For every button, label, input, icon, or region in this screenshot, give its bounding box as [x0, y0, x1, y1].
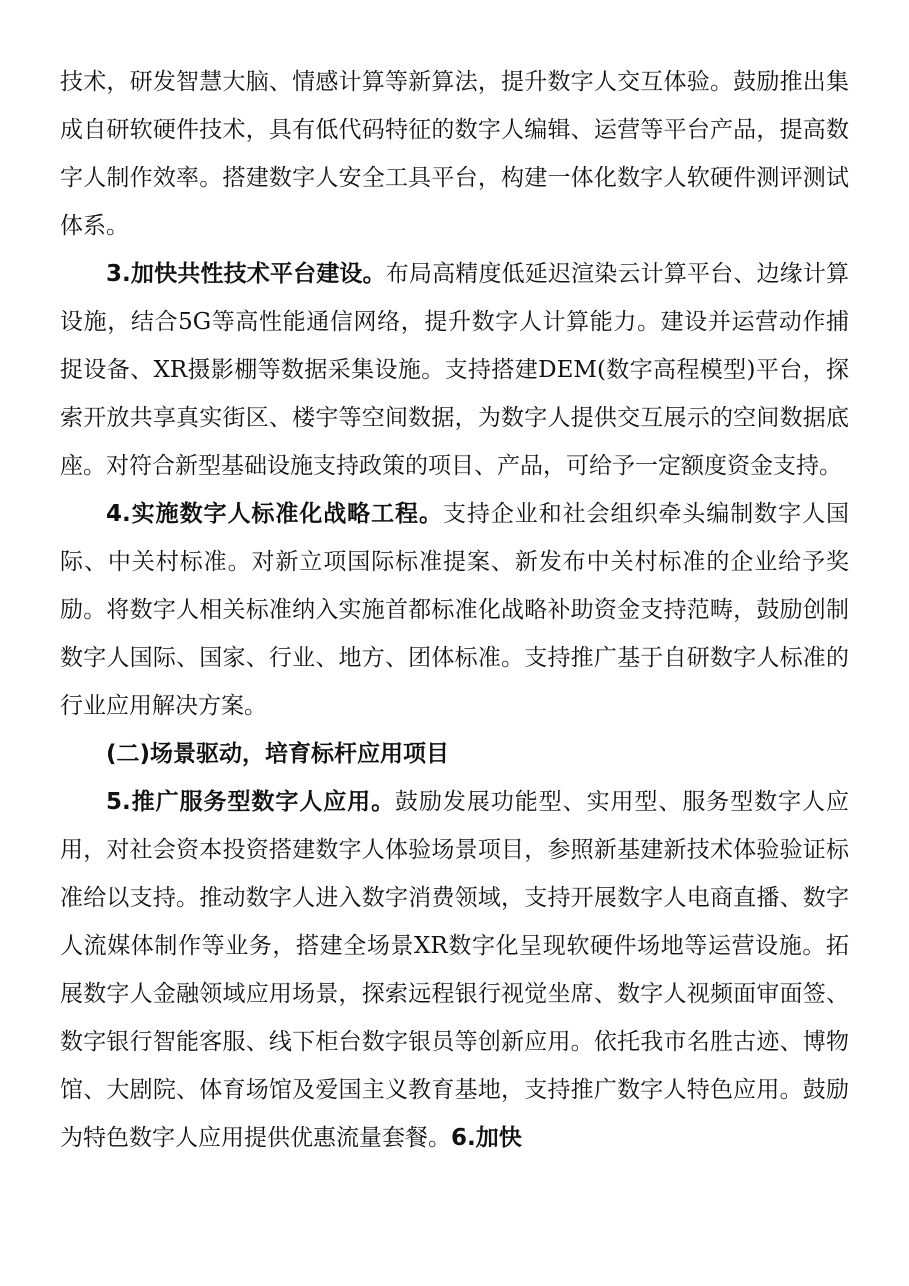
section-title: (二)场景驱动，培育标杆应用项目 — [106, 741, 450, 767]
paragraph-item-4 — [60, 490, 849, 730]
paragraph-item-3 — [60, 250, 849, 490]
paragraph-body: 鼓励发展功能型、实用型、服务型数字人应用，对社会资本投资搭建数字人体验场景项目，参照新基建新技术体验验证标准给以支持。推动数字人进入数字消费领域，支持开展数字人电商直播、数字人流媒体制作等业务，搭建全场景XR数字化呈现软硬件场地等运营设施。拓展数字人金融领域应用场景，探索远程银行视觉坐席、数字人视频面审面签、数字银行智能客服、线下柜台数字银员等创新应用。依托我市名胜古迹、博物馆、大剧院、体育场馆及爱国主义教育基地，支持推广数字人特色应用。鼓励为特色数字人应用提供优惠流量套餐。 — [60, 789, 849, 1151]
item-heading: 4.实施数字人标准化战略工程。 — [106, 501, 443, 527]
item-heading: 3.加快共性技术平台建设。 — [106, 261, 386, 287]
paragraph-continued — [60, 58, 849, 250]
paragraph-item-5 — [60, 778, 849, 1162]
item-heading-next: 6.加快 — [451, 1125, 522, 1151]
item-heading: 5.推广服务型数字人应用。 — [106, 789, 396, 815]
paragraph-body: 布局高精度低延迟渲染云计算平台、边缘计算设施，结合5G等高性能通信网络，提升数字人计算能力。建设并运营动作捕捉设备、XR摄影棚等数据采集设施。支持搭建DEM(数字高程模型)平台，探索开放共享真实街区、楼宇等空间数据，为数字人提供交互展示的空间数据底座。对符合新型基础设施支持政策的项目、产品，可给予一定额度资金支持。 — [60, 261, 849, 479]
paragraph-body: 支持企业和社会组织牵头编制数字人国际、中关村标准。对新立项国际标准提案、新发布中关村标准的企业给予奖励。将数字人相关标准纳入实施首都标准化战略补助资金支持范畴，鼓励创制数字人国际、国家、行业、地方、团体标准。支持推广基于自研数字人标准的行业应用解决方案。 — [60, 501, 850, 719]
paragraph-body: 技术，研发智慧大脑、情感计算等新算法，提升数字人交互体验。鼓励推出集成自研软硬件技术，具有低代码特征的数字人编辑、运营等平台产品，提高数字人制作效率。搭建数字人安全工具平台，构建一体化数字人软硬件测评测试体系。 — [60, 69, 849, 239]
